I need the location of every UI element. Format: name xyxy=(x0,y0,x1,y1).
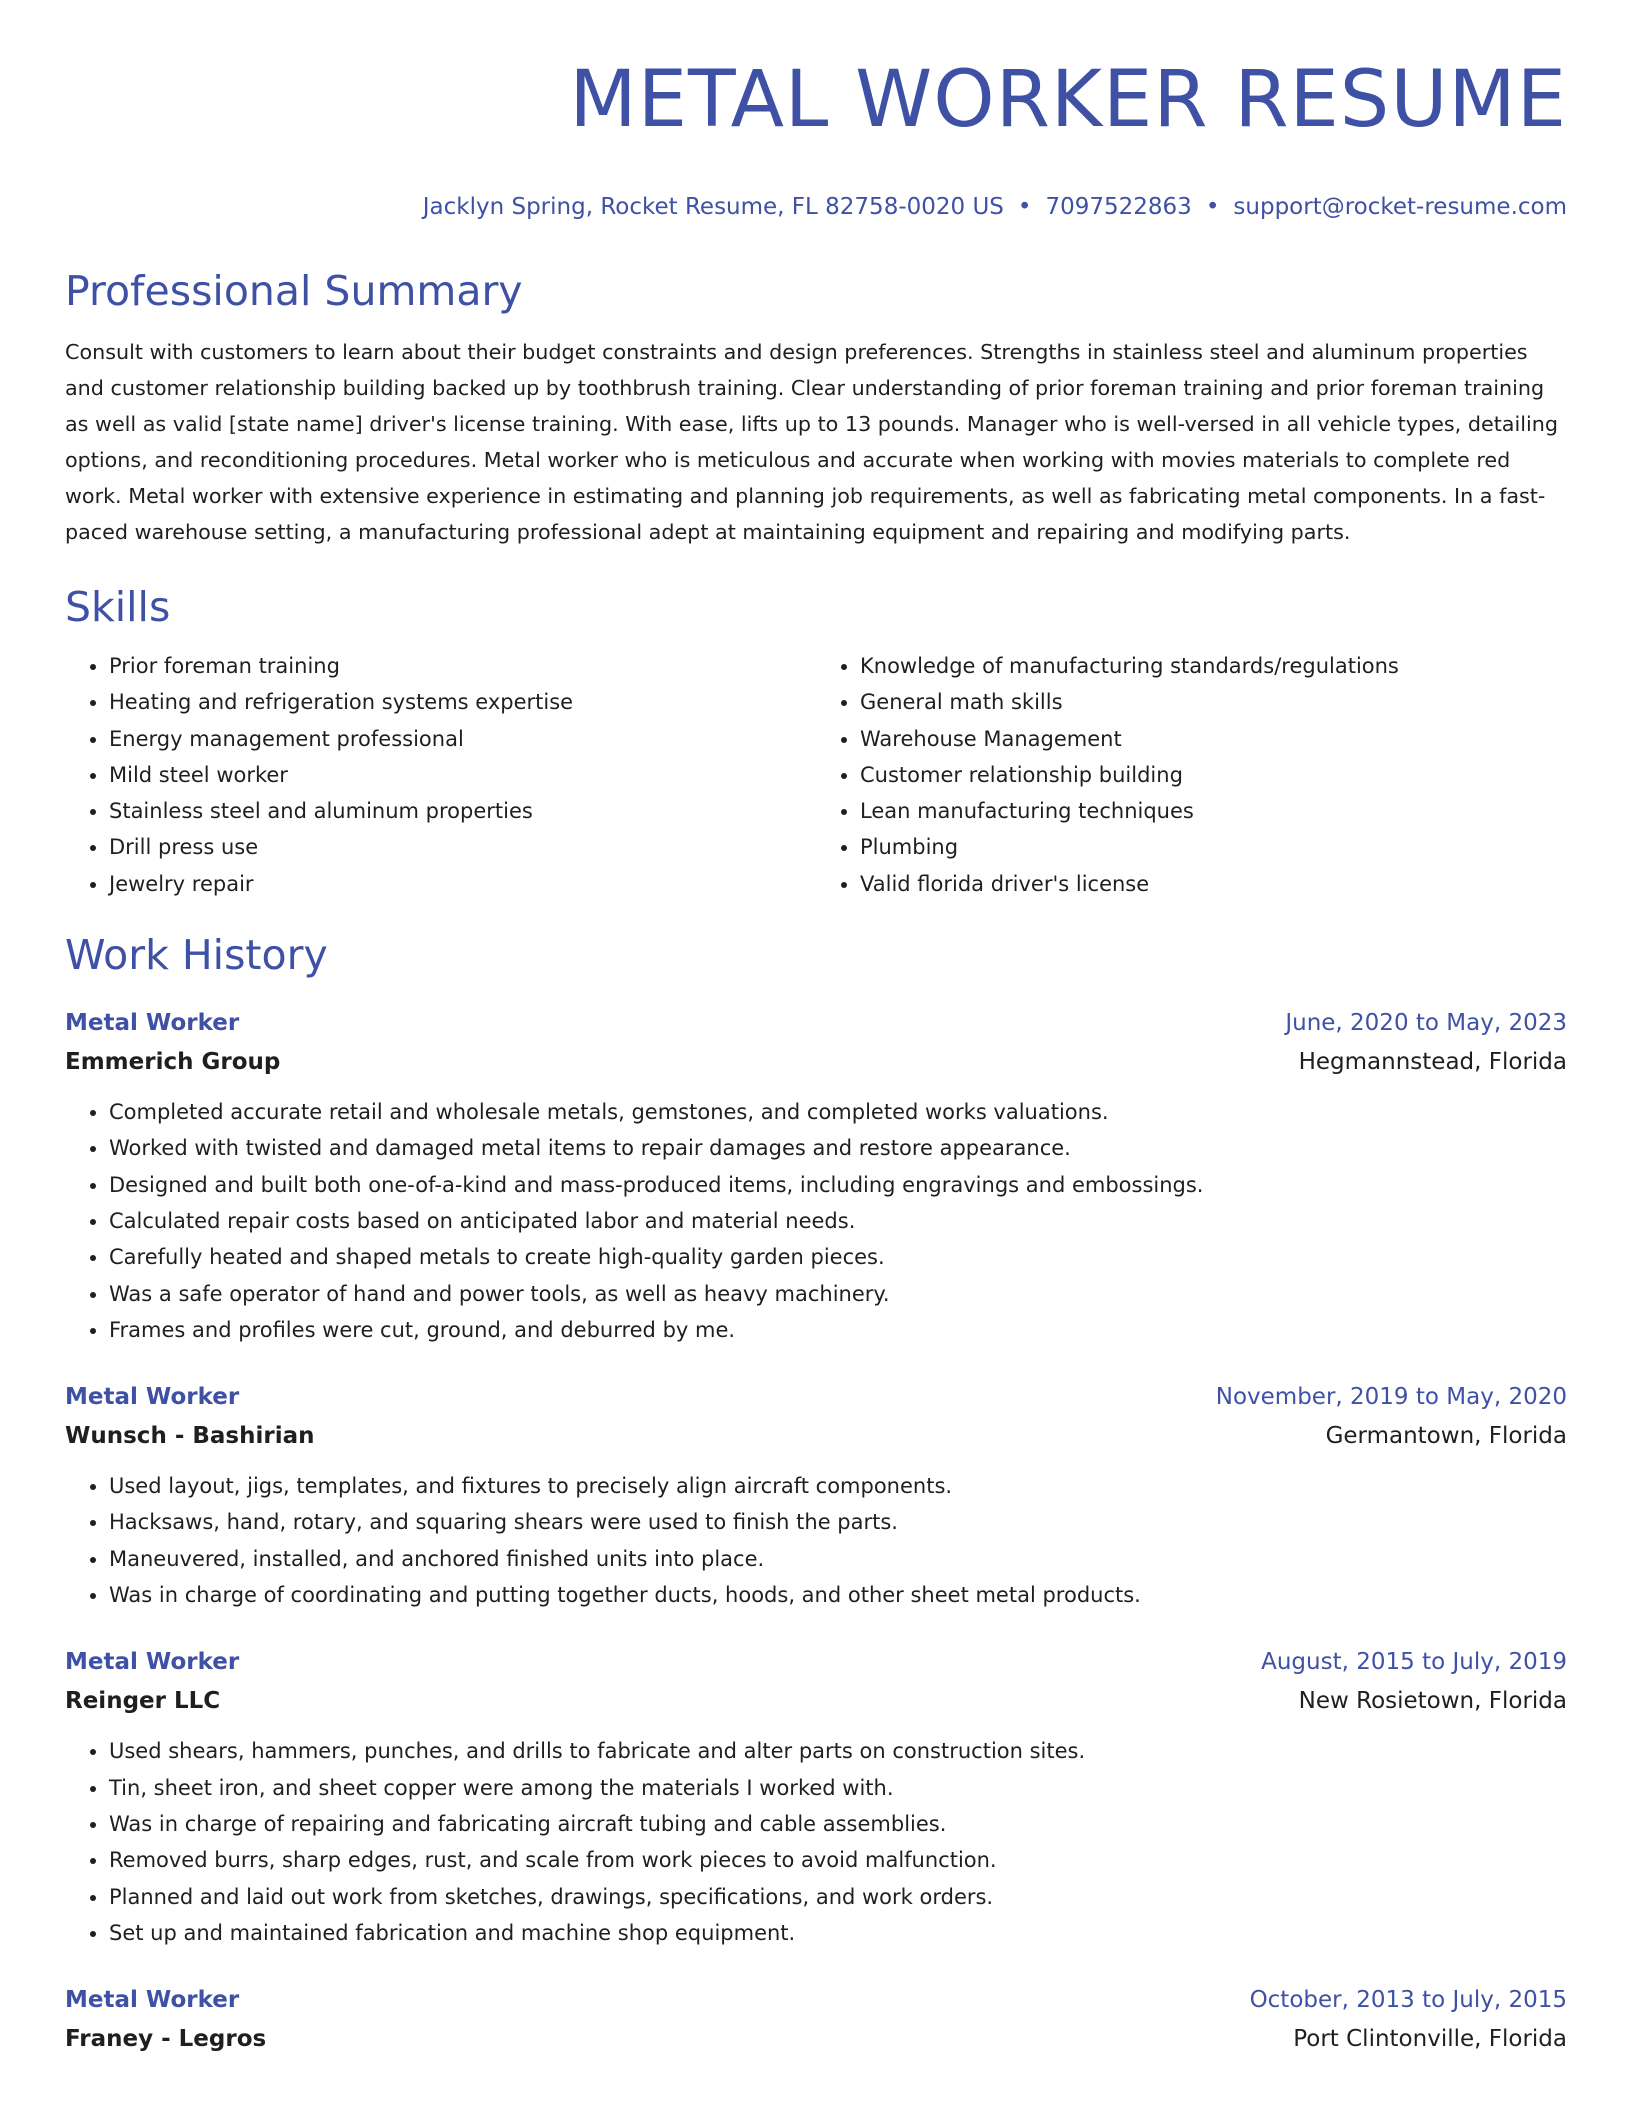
job-company: Reinger LLC xyxy=(65,1688,221,1715)
job-entry xyxy=(65,1981,1567,2059)
job-company-row xyxy=(65,1416,1567,1456)
contact-email[interactable]: support@rocket-resume.com xyxy=(1233,194,1567,220)
job-duty-item: • Calculated repair costs based on anticipated labor and material needs. xyxy=(109,1203,1567,1239)
job-dates: June, 2020 to May, 2023 xyxy=(1285,1010,1567,1037)
job-title: Metal Worker xyxy=(65,1649,240,1676)
summary-text: Consult with customers to learn about their budget constraints and design preferences. Strengths in stainless steel and aluminum properties and customer relationship building backed up by toothbrush training. Clear understanding of prior foreman training and prior foreman training as well as valid [state name] driver's license training. With ease, lifts up to 13 pounds. Manager who is well-versed in all vehicle types, detailing options, and reconditioning procedures. Metal worker who is meticulous and accurate when working with movies materials to complete red work. Metal worker with extensive experience in estimating and planning job requirements, as well as fabricating metal components. In a fast-paced warehouse setting, a manufacturing professional adept at maintaining equipment and repairing and modifying parts. xyxy=(65,340,1558,544)
contact-separator: • xyxy=(1205,194,1220,220)
job-entry xyxy=(65,1643,1567,1951)
job-location: Hegmannstead, Florida xyxy=(1298,1049,1567,1076)
skill-item: • Heating and refrigeration systems expertise xyxy=(109,684,816,720)
job-duty-item: • Tin, sheet iron, and sheet copper were among the materials I worked with. xyxy=(109,1770,1567,1806)
job-company-row xyxy=(65,2019,1567,2059)
contact-address: Jacklyn Spring, Rocket Resume, FL 82758-0020 US xyxy=(422,194,1004,220)
job-duty-item: • Removed burrs, sharp edges, rust, and scale from work pieces to avoid malfunction. xyxy=(109,1842,1567,1878)
job-header-row xyxy=(65,1378,1567,1416)
job-duty-item: • Carefully heated and shaped metals to create high-quality garden pieces. xyxy=(109,1239,1567,1275)
job-dates: October, 2013 to July, 2015 xyxy=(1249,1987,1567,2014)
job-header-row xyxy=(65,1004,1567,1042)
job-location: Germantown, Florida xyxy=(1325,1423,1567,1450)
job-duty-item: • Was in charge of repairing and fabricating aircraft tubing and cable assemblies. xyxy=(109,1806,1567,1842)
skills-list-right xyxy=(816,648,1567,902)
job-header-row xyxy=(65,1981,1567,2019)
skills-heading: Skills xyxy=(65,583,171,631)
job-entry xyxy=(65,1004,1567,1348)
skill-item: • Drill press use xyxy=(109,829,816,865)
skill-item: • Knowledge of manufacturing standards/regulations xyxy=(860,648,1567,684)
job-entry xyxy=(65,1378,1567,1613)
job-duty-item: • Designed and built both one-of-a-kind and mass-produced items, including engravings and embossings. xyxy=(109,1167,1567,1203)
job-duty-item: • Was a safe operator of hand and power tools, as well as heavy machinery. xyxy=(109,1276,1567,1312)
skill-item: • Customer relationship building xyxy=(860,757,1567,793)
skill-item: • Energy management professional xyxy=(109,721,816,757)
job-dates: November, 2019 to May, 2020 xyxy=(1215,1384,1567,1411)
contact-line xyxy=(65,192,1567,222)
job-duties-list xyxy=(65,1733,1567,1951)
job-duties-list xyxy=(65,1468,1567,1613)
job-company: Wunsch - Bashirian xyxy=(65,1423,315,1450)
job-location: New Rosietown, Florida xyxy=(1298,1688,1567,1715)
job-location: Port Clintonville, Florida xyxy=(1293,2026,1567,2053)
job-company: Franey - Legros xyxy=(65,2026,267,2053)
skill-item: • Lean manufacturing techniques xyxy=(860,793,1567,829)
contact-phone[interactable]: 7097522863 xyxy=(1045,194,1192,220)
job-company: Emmerich Group xyxy=(65,1049,281,1076)
job-duty-item: • Used shears, hammers, punches, and drills to fabricate and alter parts on construction sites. xyxy=(109,1733,1567,1769)
contact-separator: • xyxy=(1017,194,1032,220)
skill-item: • General math skills xyxy=(860,684,1567,720)
job-duty-item: • Frames and profiles were cut, ground, and deburred by me. xyxy=(109,1312,1567,1348)
skills-columns xyxy=(65,648,1567,902)
job-duty-item: • Worked with twisted and damaged metal items to repair damages and restore appearance. xyxy=(109,1130,1567,1166)
skills-list-left xyxy=(65,648,816,902)
job-duty-item: • Set up and maintained fabrication and machine shop equipment. xyxy=(109,1915,1567,1951)
skill-item: • Valid florida driver's license xyxy=(860,866,1567,902)
job-title: Metal Worker xyxy=(65,1384,240,1411)
job-company-row xyxy=(65,1042,1567,1082)
job-duty-item: • Planned and laid out work from sketches, drawings, specifications, and work orders. xyxy=(109,1879,1567,1915)
job-title: Metal Worker xyxy=(65,1010,240,1037)
job-header-row xyxy=(65,1643,1567,1681)
job-duty-item: • Maneuvered, installed, and anchored finished units into place. xyxy=(109,1541,1567,1577)
skill-item: • Prior foreman training xyxy=(109,648,816,684)
skill-item: • Warehouse Management xyxy=(860,721,1567,757)
work-history-heading: Work History xyxy=(65,931,328,980)
job-duty-item: • Completed accurate retail and wholesale metals, gemstones, and completed works valuations. xyxy=(109,1094,1567,1130)
job-duties-list xyxy=(65,1094,1567,1348)
job-duty-item: • Hacksaws, hand, rotary, and squaring shears were used to finish the parts. xyxy=(109,1504,1567,1540)
job-company-row xyxy=(65,1681,1567,1721)
skill-item: • Jewelry repair xyxy=(109,866,816,902)
skill-item: • Mild steel worker xyxy=(109,757,816,793)
job-duty-item: • Used layout, jigs, templates, and fixtures to precisely align aircraft components. xyxy=(109,1468,1567,1504)
job-dates: August, 2015 to July, 2019 xyxy=(1261,1649,1567,1676)
resume-title: METAL WORKER RESUME xyxy=(569,55,1567,145)
job-duty-item: • Was in charge of coordinating and putting together ducts, hoods, and other sheet metal products. xyxy=(109,1577,1567,1613)
summary-heading: Professional Summary xyxy=(65,267,523,315)
skill-item: • Stainless steel and aluminum properties xyxy=(109,793,816,829)
work-history-list xyxy=(65,1004,1567,2059)
job-title: Metal Worker xyxy=(65,1987,240,2014)
skill-item: • Plumbing xyxy=(860,829,1567,865)
